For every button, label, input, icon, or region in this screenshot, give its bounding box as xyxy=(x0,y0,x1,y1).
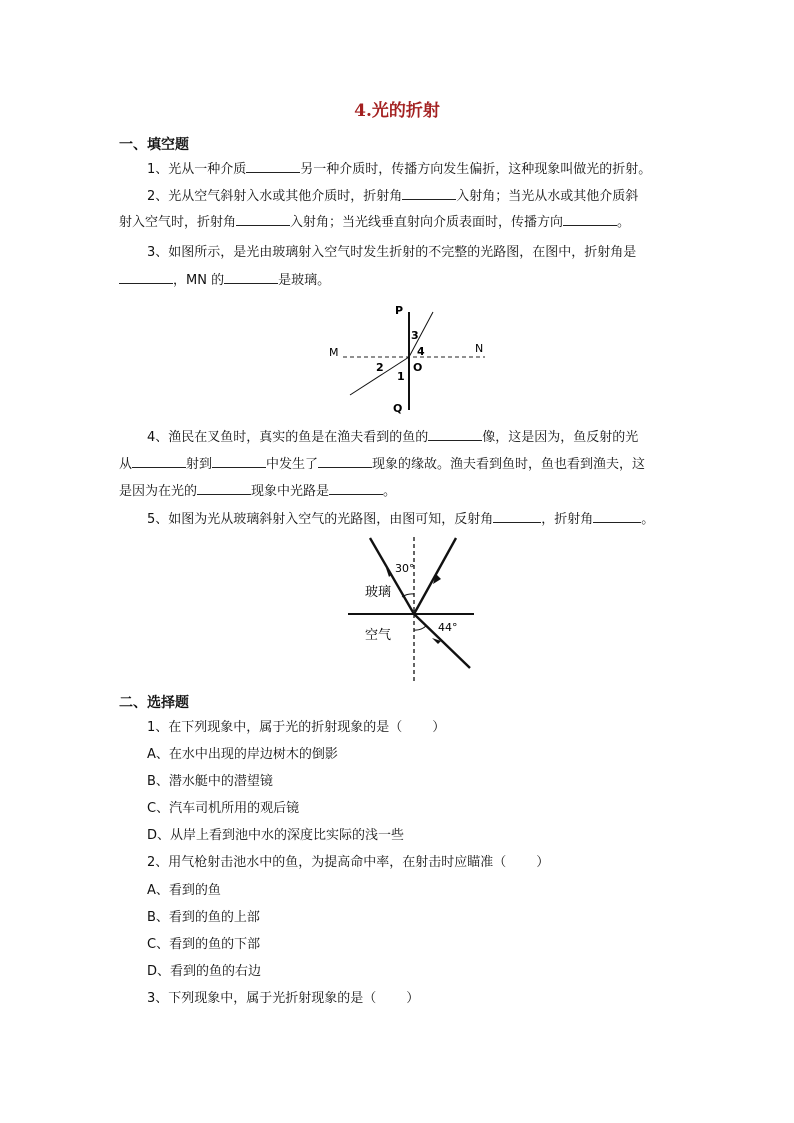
q4-text: 。 xyxy=(383,484,397,499)
q4-text: 中发生了 xyxy=(266,457,319,472)
q4-text: 4、渔民在叉鱼时，真实的鱼是在渔夫看到的鱼的 xyxy=(147,430,429,445)
angle-label-3: 3 xyxy=(411,329,419,342)
refraction-diagram-mn xyxy=(325,300,495,420)
label-air: 空气 xyxy=(365,628,392,643)
q3-text: ，MN 的 xyxy=(173,273,225,288)
blank[interactable] xyxy=(493,509,541,523)
angle-label-4: 4 xyxy=(417,345,425,358)
label-glass: 玻璃 xyxy=(365,585,392,600)
mc-q1-option-a[interactable]: A、在水中出现的岸边树木的倒影 xyxy=(147,747,338,762)
question-2-line-1 xyxy=(147,186,638,207)
q4-text: 现象的缘故。渔夫看到鱼时，鱼也看到渔夫，这 xyxy=(372,457,646,472)
label-m: M xyxy=(329,346,339,359)
q4-text: 像，这是因为，鱼反射的光 xyxy=(482,430,639,445)
q2-text: 入射角；当光线垂直射向介质表面时，传播方向 xyxy=(290,215,564,230)
mc-q3-close: ） xyxy=(406,991,420,1006)
q4-text: 从 xyxy=(119,457,133,472)
blank[interactable] xyxy=(428,427,482,441)
q1-text-b: 另一种介质时，传播方向发生偏折，这种现象叫做光的折射。 xyxy=(300,162,652,177)
blank[interactable] xyxy=(318,454,372,468)
q5-text: ，折射角 xyxy=(541,512,594,527)
glass-air-refraction-diagram xyxy=(340,535,480,683)
mc-q2-option-a[interactable]: A、看到的鱼 xyxy=(147,883,221,898)
q5-text: 5、如图为光从玻璃斜射入空气的光路图，由图可知，反射角 xyxy=(147,512,494,527)
angle-label-30: 30° xyxy=(395,562,415,575)
angle-label-2: 2 xyxy=(376,361,384,374)
question-5 xyxy=(147,509,654,530)
refracted-ray xyxy=(414,538,456,614)
mc-q3-stem: 3、下列现象中，属于光折射现象的是（ xyxy=(147,991,377,1006)
section-heading-fill-blank: 一、填空题 xyxy=(119,137,189,153)
label-n: N xyxy=(475,342,484,355)
q2-text: 入射角；当光从水或其他介质斜 xyxy=(456,189,639,204)
q2-text: 射入空气时，折射角 xyxy=(119,215,237,230)
blank[interactable] xyxy=(563,212,617,226)
label-p: P xyxy=(395,304,404,317)
question-4-line-2 xyxy=(119,454,645,475)
question-4-line-3 xyxy=(119,481,396,502)
incident-ray xyxy=(370,538,414,614)
blank[interactable] xyxy=(402,186,456,200)
q2-text: 。 xyxy=(617,215,631,230)
q4-text: 射到 xyxy=(186,457,213,472)
blank[interactable] xyxy=(197,481,251,495)
question-2-line-2 xyxy=(119,212,630,233)
blank[interactable] xyxy=(246,159,300,173)
q5-text: 。 xyxy=(641,512,655,527)
page-title: 4.光的折射 xyxy=(354,101,440,121)
section-heading-multiple-choice: 二、选择题 xyxy=(119,695,189,711)
question-1 xyxy=(147,159,651,180)
blank[interactable] xyxy=(212,454,266,468)
q4-text: 现象中光路是 xyxy=(251,484,330,499)
angle-label-1: 1 xyxy=(397,370,405,383)
q1-text-a: 1、光从一种介质 xyxy=(147,162,247,177)
mc-q1-option-c[interactable]: C、汽车司机所用的观后镜 xyxy=(147,801,300,816)
mc-q2-stem: 2、用气枪射击池水中的鱼，为提高命中率，在射击时应瞄准（ xyxy=(147,855,507,870)
blank[interactable] xyxy=(593,509,641,523)
blank[interactable] xyxy=(119,270,173,284)
mc-q1-close: ） xyxy=(432,720,446,735)
mc-q1-option-d[interactable]: D、从岸上看到池中水的深度比实际的浅一些 xyxy=(147,828,405,843)
q2-text: 2、光从空气斜射入水或其他介质时，折射角 xyxy=(147,189,403,204)
question-3-line-1: 3、如图所示，是光由玻璃射入空气时发生折射的不完整的光路图，在图中，折射角是 xyxy=(147,245,637,260)
mc-q2-option-d[interactable]: D、看到的鱼的右边 xyxy=(147,964,262,979)
blank[interactable] xyxy=(132,454,186,468)
blank[interactable] xyxy=(329,481,383,495)
mc-question-2 xyxy=(147,853,549,873)
mc-q2-option-c[interactable]: C、看到的鱼的下部 xyxy=(147,937,261,952)
mc-q1-stem: 1、在下列现象中，属于光的折射现象的是（ xyxy=(147,720,403,735)
mc-q2-close: ） xyxy=(536,855,550,870)
q3-text: 是玻璃。 xyxy=(278,273,331,288)
mc-question-3 xyxy=(147,989,419,1009)
mc-q1-option-b[interactable]: B、潜水艇中的潜望镜 xyxy=(147,774,273,789)
angle-label-44: 44° xyxy=(438,621,458,634)
label-o: O xyxy=(413,361,423,374)
label-q: Q xyxy=(393,402,403,415)
blank[interactable] xyxy=(224,270,278,284)
mc-q2-option-b[interactable]: B、看到的鱼的上部 xyxy=(147,910,260,925)
blank[interactable] xyxy=(236,212,290,226)
angle-arc-44 xyxy=(414,626,426,630)
mc-question-1 xyxy=(147,718,445,738)
q4-text: 是因为在光的 xyxy=(119,484,198,499)
question-4-line-1 xyxy=(147,427,638,448)
question-3-line-2 xyxy=(119,270,330,291)
